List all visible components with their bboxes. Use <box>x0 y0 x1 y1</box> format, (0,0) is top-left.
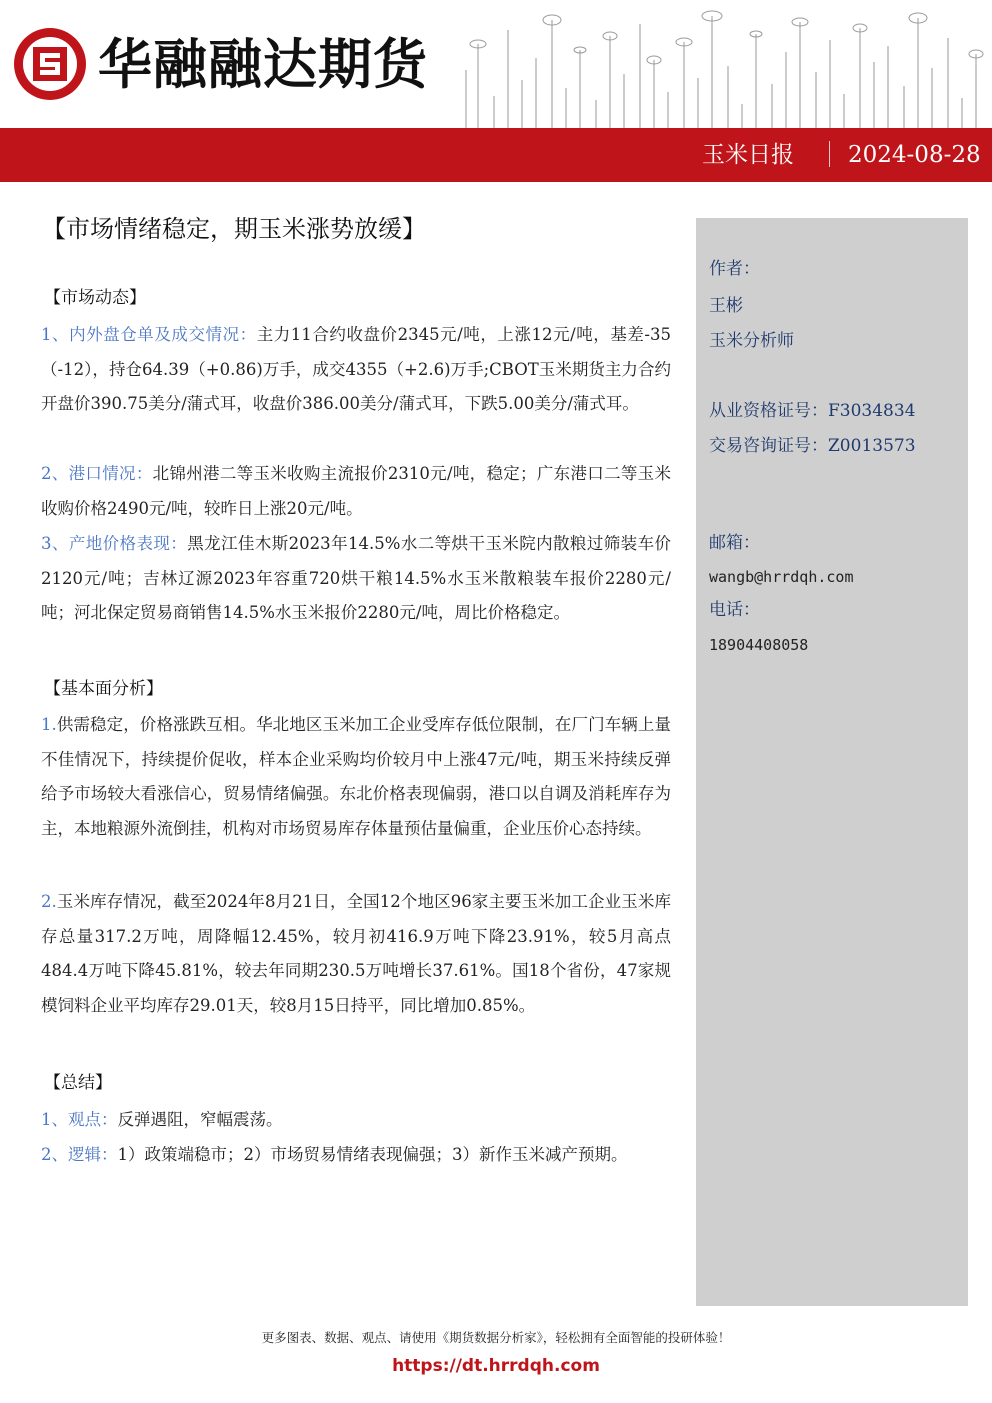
item-text: 1）政策端稳市；2）市场贸易情绪表现偏强；3）新作玉米减产预期。 <box>117 1145 628 1164</box>
item-lead: 3、产地价格表现： <box>41 534 188 553</box>
section-title-market: 【市场动态】 <box>44 288 146 308</box>
item-lead: 1、内外盘仓单及成交情况： <box>41 325 257 344</box>
item-lead: 1. <box>41 715 57 734</box>
fundamental-item <box>41 885 671 1023</box>
author-title: 玉米分析师 <box>709 331 794 351</box>
phone-label: 电话： <box>709 600 760 620</box>
footer-note: 更多图表、数据、观点、请使用《期货数据分析家》，轻松拥有全面智能的投研体验！ <box>261 1330 731 1345</box>
item-lead: 1、观点： <box>41 1110 118 1129</box>
report-date: 2024-08-28 <box>848 142 981 168</box>
report-header <box>0 0 992 128</box>
email-label: 邮箱： <box>709 533 760 553</box>
report-type: 玉米日报 <box>702 142 794 168</box>
report-headline: 【市场情绪稳定，期玉米涨势放缓】 <box>42 215 426 243</box>
item-text: 北锦州港二等玉米收购主流报价2310元/吨，稳定；广东港口二等玉米收购价格2490元/吨，较昨日上涨20元/吨。 <box>41 464 671 518</box>
section-title-summary: 【总结】 <box>44 1073 112 1093</box>
section-title-fundamental: 【基本面分析】 <box>44 679 163 699</box>
item-lead: 2、港口情况： <box>41 464 153 483</box>
band-divider <box>829 141 830 167</box>
author-label: 作者： <box>709 259 760 279</box>
author-email[interactable]: wangb@hrrdqh.com <box>709 568 854 586</box>
author-sidebar <box>696 218 968 1306</box>
market-item <box>41 457 671 526</box>
item-lead: 2. <box>41 892 57 911</box>
title-band <box>0 128 992 182</box>
market-item <box>41 527 671 631</box>
author-phone: 18904408058 <box>709 636 809 654</box>
fundamental-item <box>41 708 671 846</box>
company-name: 华融融达期货 <box>98 33 428 96</box>
consulting-cert: 交易咨询证号：Z0013573 <box>709 436 916 456</box>
item-text: 供需稳定，价格涨跌互相。华北地区玉米加工企业受库存低位限制，在厂门车辆上量不佳情况下，持续提价促收，样本企业采购均价较月中上涨47元/吨，期玉米持续反弹给予市场较大看涨信心，贸易情绪偏强。东北价格表现偏弱，港口以自调及消耗库存为主，本地粮源外流倒挂，机构对市场贸易库存体量预估量偏重，企业压价心态持续。 <box>41 715 671 838</box>
summary-item <box>41 1138 671 1173</box>
company-logo-icon <box>12 26 88 102</box>
author-name: 王彬 <box>709 296 743 316</box>
item-lead: 2、逻辑： <box>41 1145 118 1164</box>
qualification-cert: 从业资格证号：F3034834 <box>709 401 916 421</box>
footer-link[interactable]: https://dt.hrrdqh.com <box>392 1356 600 1376</box>
item-text: 黑龙江佳木斯2023年14.5%水二等烘干玉米院内散粮过筛装车价2120元/吨；吉林辽源2023年容重720烘干粮14.5%水玉米散粮装车报价2280元/吨；河北保定贸易商销售14.5%水玉米报价2280元/吨，周比价格稳定。 <box>41 534 671 622</box>
item-text: 玉米库存情况，截至2024年8月21日，全国12个地区96家主要玉米加工企业玉米库存总量317.2万吨，周降幅12.45%，较月初416.9万吨下降23.91%，较5月高点484.4万吨下降45.81%，较去年同期230.5万吨增长37.61%。国18个省份，47家规模饲料企业平均库存29.01天，较8月15日持平，同比增加0.85%。 <box>41 892 671 1015</box>
decorative-lines-graphic <box>456 0 992 128</box>
item-text: 反弹遇阻，窄幅震荡。 <box>117 1110 283 1129</box>
item-text: 主力11合约收盘价2345元/吨，上涨12元/吨，基差-35（-12），持仓64.39（+0.86)万手，成交4355（+2.6)万手;CBOT玉米期货主力合约开盘价390.75美分/蒲式耳，收盘价386.00美分/蒲式耳，下跌5.00美分/蒲式耳。 <box>41 325 672 413</box>
market-item <box>41 318 671 422</box>
summary-item <box>41 1103 671 1138</box>
